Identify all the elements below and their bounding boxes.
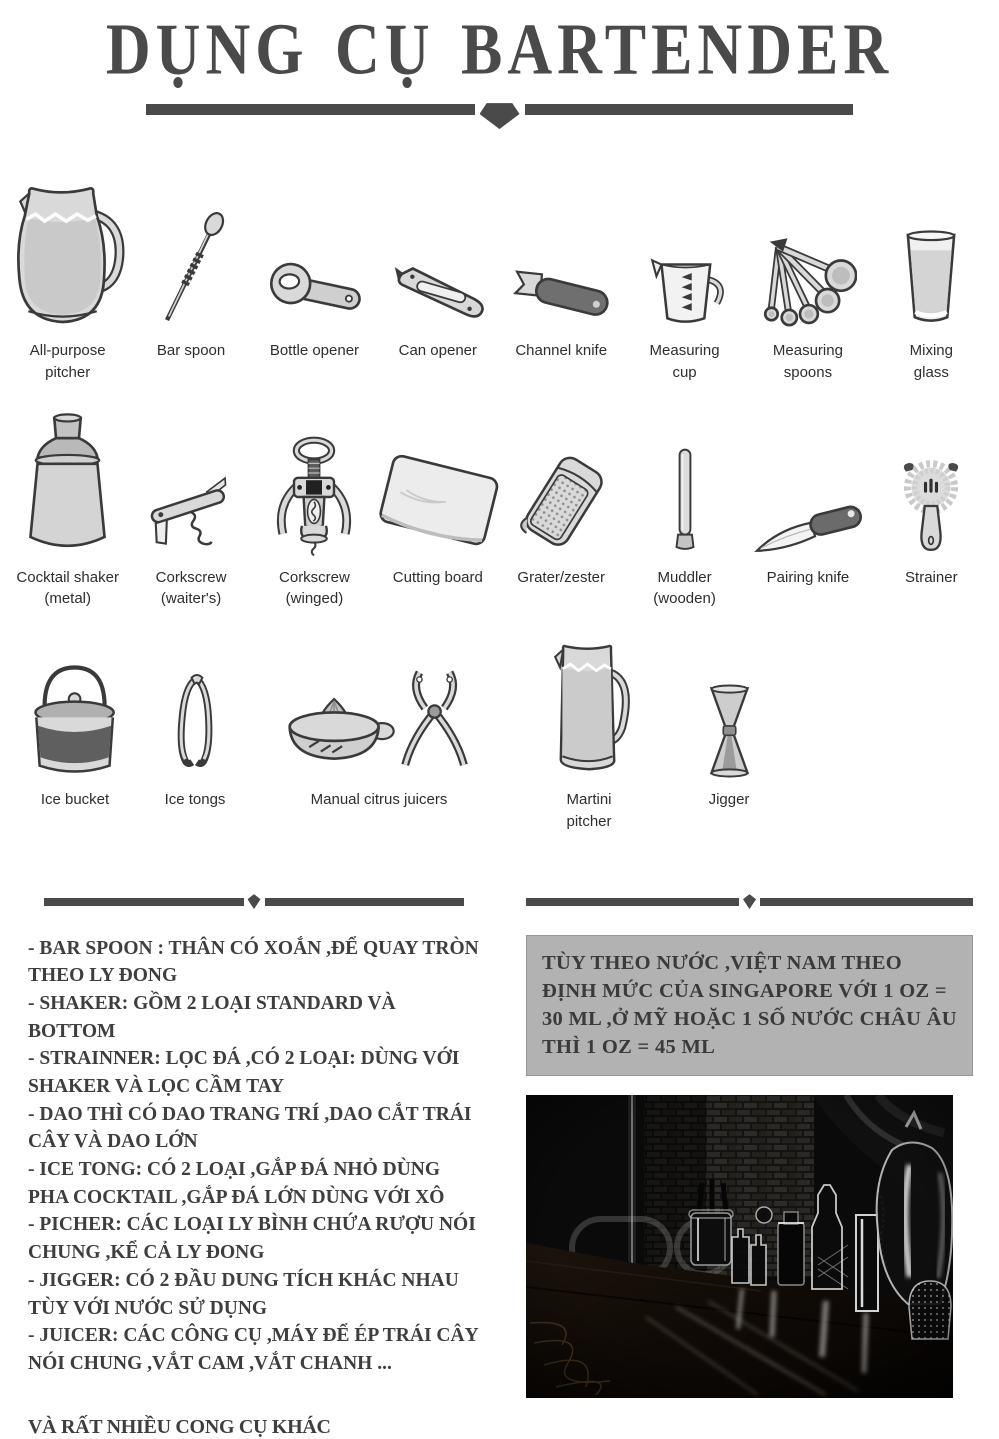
tool-muddler [623,406,746,611]
tool-jigger [674,632,784,833]
tool-label: Ice tongs [164,791,226,809]
tool-label: Corkscrew (waiter's) [155,568,227,608]
cutting-board-icon [369,406,507,558]
note-item: - DAO THÌ CÓ DAO TRANG TRÍ ,DAO CẮT TRÁI CÂY VÀ DAO LỚN [28,1103,472,1153]
note-item: - JIGGER: CÓ 2 ĐẦU DUNG TÍCH KHÁC NHAU TÙY VỚI NƯỚC SỬ DỤNG [28,1269,459,1319]
tool-bottle-opener [253,163,376,384]
tool-mixing-glass [870,163,993,384]
citrus-juicer-icon [279,632,479,780]
tool-grater [500,406,623,611]
bar-photo-illustration [526,1095,953,1398]
corkscrew-waiters-icon [139,406,243,558]
pairing-knife-icon [748,406,868,558]
tool-label: Muddler (wooden) [653,568,716,608]
tool-label: Grater/zester [517,568,605,586]
tool-label: Measuring cup [649,342,720,381]
divider-gem-icon [743,894,756,909]
page-title: DỤNG CỤ BARTENDER [105,9,894,90]
tool-label: Bottle opener [269,342,360,360]
tool-label: Jigger [708,791,750,809]
divider-bar [44,898,244,906]
info-column [526,895,973,1439]
pitcher-icon [5,163,131,331]
info-divider [526,895,973,909]
tool-label: Measuring spoons [772,342,843,381]
tool-cocktail-shaker [6,406,129,611]
note-item: - STRAINNER: LỌC ĐÁ ,CÓ 2 LOẠI: DÙNG VỚI SHAKER VÀ LỌC CẦM TAY [28,1048,460,1098]
tool-measuring-cup [623,163,746,384]
tool-label: All-purpose pitcher [29,342,106,381]
tool-label: Martini pitcher [566,791,612,830]
can-opener-icon [387,163,489,331]
notes-column [28,895,480,1439]
tool-can-opener [376,163,499,384]
tool-label: Pairing knife [766,568,850,586]
header [0,0,999,129]
tool-channel-knife [500,163,623,384]
tool-label: Manual citrus juicers [310,791,448,809]
tool-strainer [870,406,993,611]
notes-footer: VÀ RẤT NHIỀU CONG CỤ KHÁC [28,1415,331,1438]
tool-corkscrew-winged [253,406,376,611]
martini-pitcher-icon [543,632,636,780]
tool-corkscrew-waiters [129,406,252,611]
note-item: - PICHER: CÁC LOẠI LY BÌNH CHỨA RƯỢU NÓI CHUNG ,KỂ CẢ LY ĐONG [28,1214,476,1264]
tool-label: Cocktail shaker (metal) [16,568,119,608]
ice-bucket-icon [23,632,127,780]
bar-spoon-icon [151,163,231,331]
grater-icon [513,406,609,558]
bar-photo [526,1095,953,1398]
tool-martini-pitcher [504,632,674,833]
muddler-icon [668,406,702,558]
bottom-section [0,855,999,1439]
mixing-glass-icon [901,163,961,331]
strainer-icon [895,406,967,558]
corkscrew-winged-icon [270,406,358,558]
note-item: - JUICER: CÁC CÔNG CỤ ,MÁY ĐỂ ÉP TRÁI CÂY NÓI CHUNG ,VẮT CAM ,VẮT CHANH ... [28,1325,478,1374]
tool-citrus-juicer [254,632,504,833]
bottle-opener-icon [261,163,367,331]
tool-bar-spoon [129,163,252,384]
tool-label: Bar spoon [156,342,226,360]
ice-tongs-icon [162,632,228,780]
tool-measuring-spoons [746,163,869,384]
tool-label: Strainer [905,568,958,586]
tool-label: Channel knife [515,342,608,360]
tools-row-2 [6,406,993,611]
note-item: - BAR SPOON : THÂN CÓ XOẮN ,ĐỂ QUAY TRÒN THEO LY ĐONG [28,937,479,987]
tool-cutting-board [376,406,499,611]
note-item: - SHAKER: GỒM 2 LOẠI STANDARD VÀ BOTTOM [28,992,396,1042]
tool-pairing-knife [746,406,869,611]
title-divider [146,103,853,129]
tools-row-3 [6,632,993,833]
tool-ice-bucket [14,632,136,833]
note-item: - ICE TONG: CÓ 2 LOẠI ,GẮP ĐÁ NHỎ DÙNG PHA COCKTAIL ,GẮP ĐÁ LỚN DÙNG VỚI XÔ [28,1159,445,1208]
notes-divider [44,895,464,909]
tool-ice-tongs [136,632,254,833]
divider-bar [760,898,973,906]
measuring-cup-icon [643,163,727,331]
tool-label: Corkscrew (winged) [279,568,350,608]
tools-grid [0,163,999,833]
divider-bar [526,898,739,906]
tool-label: Can opener [398,342,478,360]
tool-label: Mixing glass [909,342,953,381]
divider-bar [265,898,465,906]
divider-gem-icon [480,103,520,129]
notes-list [28,935,480,1378]
tool-label: Ice bucket [40,791,110,809]
tools-row-1 [6,163,993,384]
jigger-icon [705,632,754,780]
divider-bar [146,104,475,115]
divider-bar [525,104,854,115]
channel-knife-icon [508,163,614,331]
tool-pitcher [6,163,129,384]
measuring-spoons-icon [759,163,857,331]
conversion-info-box: TÙY THEO NƯỚC ,VIỆT NAM THEO ĐỊNH MỨC CỦA SINGAPORE VỚI 1 OZ = 30 ML ,Ở MỸ HOẶC 1 SỐ NƯỚC CHÂU ÂU THÌ 1 OZ = 45 ML [526,935,973,1076]
divider-gem-icon [248,894,261,909]
tool-label: Cutting board [392,568,483,586]
cocktail-shaker-icon [19,406,116,558]
